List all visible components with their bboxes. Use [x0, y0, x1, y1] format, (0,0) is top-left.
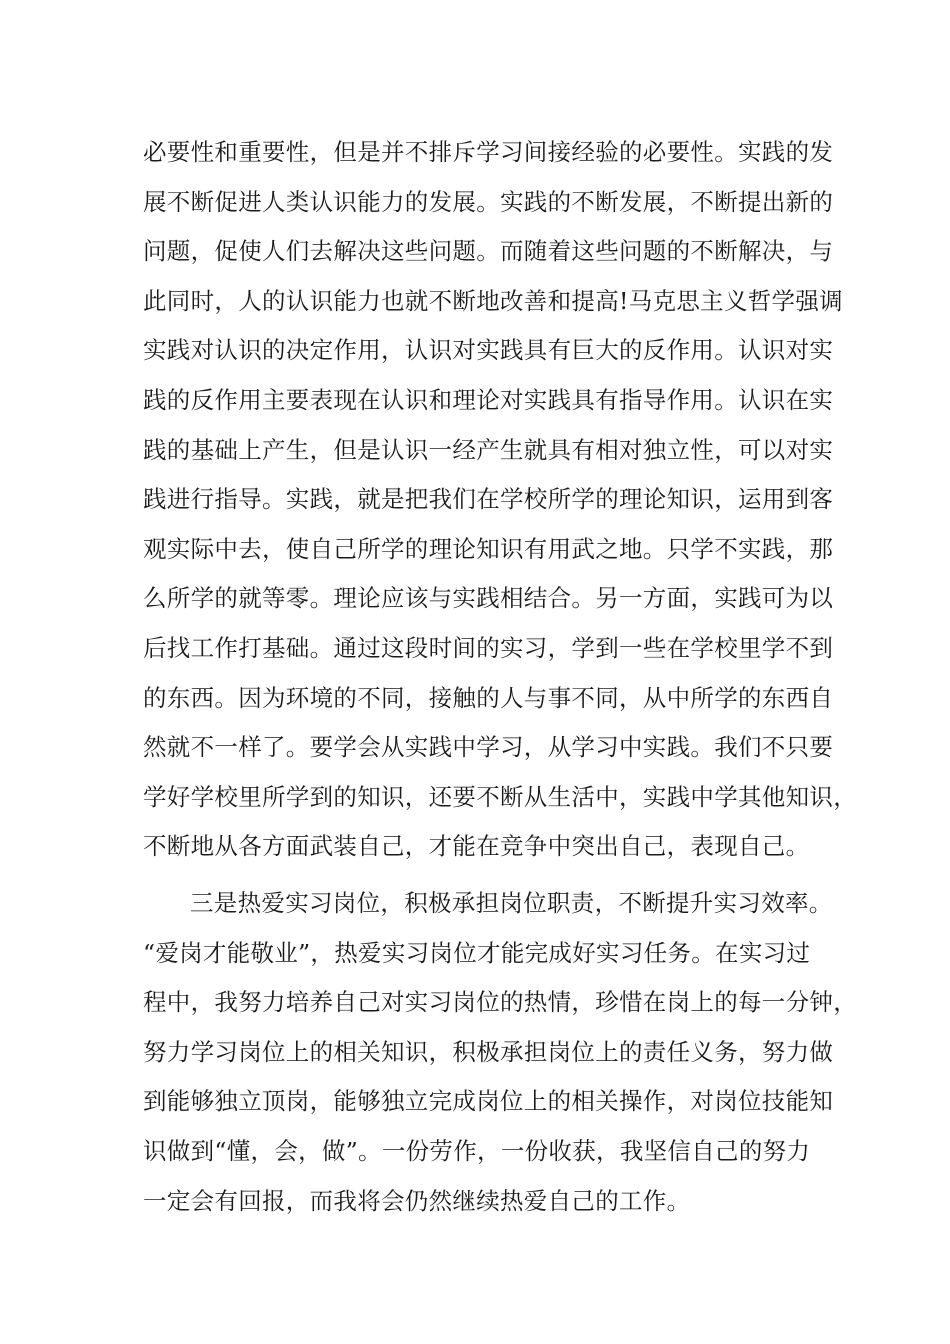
text-line: 此同时，人的认识能力也就不断地改善和提高!马克思主义哲学强调	[143, 286, 843, 315]
text-line: 后找工作打基础。通过这段时间的实习，学到一些在学校里学不到	[143, 633, 834, 662]
text-line: 么所学的就等零。理论应该与实践相结合。另一方面，实践可为以	[143, 584, 834, 613]
text-line: 践的反作用主要表现在认识和理论对实践具有指导作用。认识在实	[143, 385, 834, 414]
text-line: 到能够独立顶岗，能够独立完成岗位上的相关操作，对岗位技能知	[143, 1087, 834, 1116]
paragraph-internship-dedication	[143, 879, 857, 1226]
text-line: 问题，促使人们去解决这些问题。而随着这些问题的不断解决，与	[143, 237, 834, 266]
text-line: 然就不一样了。要学会从实践中学习，从学习中实践。我们不只要	[143, 733, 834, 762]
paragraph-practice-theory	[143, 128, 857, 872]
text-line: 识做到“懂，会，做”。一份劳作，一份收获，我坚信自己的努力	[143, 1136, 811, 1165]
text-line: 学好学校里所学到的知识，还要不断从生活中，实践中学其他知识，	[143, 782, 857, 811]
text-line: 的东西。因为环境的不同，接触的人与事不同，从中所学的东西自	[143, 683, 834, 712]
text-line: 必要性和重要性，但是并不排斥学习间接经验的必要性。实践的发	[143, 138, 834, 166]
text-line: 践进行指导。实践，就是把我们在学校所学的理论知识，运用到客	[143, 485, 834, 514]
text-line: 一定会有回报，而我将会仍然继续热爱自己的工作。	[143, 1186, 691, 1215]
text-line: 实践对认识的决定作用，认识对实践具有巨大的反作用。认识对实	[143, 336, 834, 365]
text-line: 观实际中去，使自己所学的理论知识有用武之地。只学不实践，那	[143, 534, 834, 563]
text-line-first: 三是热爱实习岗位，积极承担岗位职责，不断提升实习效率。	[190, 889, 833, 917]
text-line: 践的基础上产生，但是认识一经产生就具有相对独立性，可以对实	[143, 435, 834, 464]
text-line: 展不断促进人类认识能力的发展。实践的不断发展，不断提出新的	[143, 187, 834, 216]
text-line: “爱岗才能敬业”，热爱实习岗位才能完成好实习任务。在实习过	[143, 938, 811, 967]
text-line: 程中，我努力培养自己对实习岗位的热情，珍惜在岗上的每一分钟，	[143, 988, 857, 1017]
text-line: 不断地从各方面武装自己，才能在竞争中突出自己，表现自己。	[143, 832, 810, 861]
text-line: 努力学习岗位上的相关知识，积极承担岗位上的责任义务，努力做	[143, 1037, 834, 1066]
